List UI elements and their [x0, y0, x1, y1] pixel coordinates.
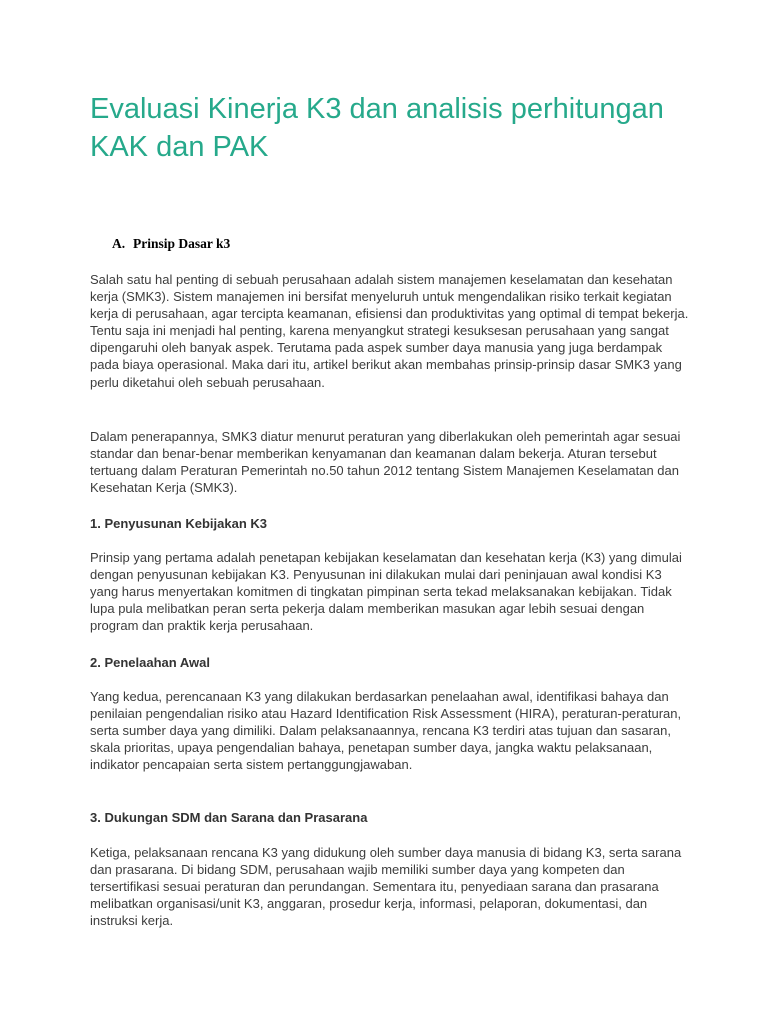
subsection-heading-3: 3. Dukungan SDM dan Sarana dan Prasarana [90, 810, 368, 825]
subsection-body-2: Yang kedua, perencanaan K3 yang dilakukan berdasarkan penelaahan awal, identifikasi bahaya dan penilaian pengendalian risiko atau Hazard Identification Risk Assessment (HIRA), peraturan-peraturan, serta sumber daya yang dimiliki. Dalam pelaksanaannya, rencana K3 terdiri atas tujuan dan sasaran, skala prioritas, upaya pengendalian bahaya, penetapan sumber daya, jangka waktu pelaksanaan, indikator pencapaian serta sistem pertanggungjawaban. [90, 689, 682, 773]
subsection-heading-2: 2. Penelaahan Awal [90, 655, 210, 670]
intro-paragraph: Salah satu hal penting di sebuah perusahaan adalah sistem manajemen keselamatan dan kesehatan kerja (SMK3). Sistem manajemen ini bersifat menyeluruh untuk mengendalikan risiko terkait kegiatan kerja di perusahaan, agar tercipta keamanan, efisiensi dan produktivitas yang optimal di tempat bekerja. Tentu saja ini menjadi hal penting, karena menyangkut strategi kesuksesan perusahaan yang sangat dipengaruhi oleh banyak aspek. Terutama pada aspek sumber daya manusia yang juga berdampak pada biaya operasional. Maka dari itu, artikel berikut akan membahas prinsip-prinsip dasar SMK3 yang perlu diketahui oleh sebuah perusahaan. [90, 272, 689, 390]
section-number: A. [112, 236, 126, 251]
section-heading-a [112, 236, 230, 252]
subsection-body-3: Ketiga, pelaksanaan rencana K3 yang didukung oleh sumber daya manusia di bidang K3, serta sarana dan prasarana. Di bidang SDM, perusahaan wajib memiliki sumber daya yang kompeten dan tersertifikasi sesuai peraturan dan perundangan. Sementara itu, penyediaan sarana dan prasarana melibatkan organisasi/unit K3, anggaran, prosedur kerja, informasi, pelaporan, dokumentasi, dan instruksi kerja. [90, 845, 682, 929]
section-title: Prinsip Dasar k3 [133, 236, 231, 251]
subsection-body-1: Prinsip yang pertama adalah penetapan kebijakan keselamatan dan kesehatan kerja (K3) yang dimulai dengan penyusunan kebijakan K3. Penyusunan ini dilakukan mulai dari peninjauan awal kondisi K3 yang harus menyertakan komitmen di tingkatan pimpinan serta tekad melaksanakan kebijakan. Tidak lupa pula melibatkan peran serta pekerja dalam memberikan masukan agar lebih sesuai dengan program dan praktik kerja perusahaan. [90, 550, 682, 634]
subsection-heading-1: 1. Penyusunan Kebijakan K3 [90, 516, 268, 531]
page-title: Evaluasi Kinerja K3 dan analisis perhitungan KAK dan PAK [90, 93, 664, 163]
regulation-paragraph: Dalam penerapannya, SMK3 diatur menurut peraturan yang diberlakukan oleh pemerintah agar sesuai standar dan benar-benar memberikan kenyamanan dan keamanan dalam bekerja. Aturan tersebut tertuang dalam Peraturan Pemerintah no.50 tahun 2012 tentang Sistem Manajemen Keselamatan dan Kesehatan Kerja (SMK3). [90, 429, 681, 496]
